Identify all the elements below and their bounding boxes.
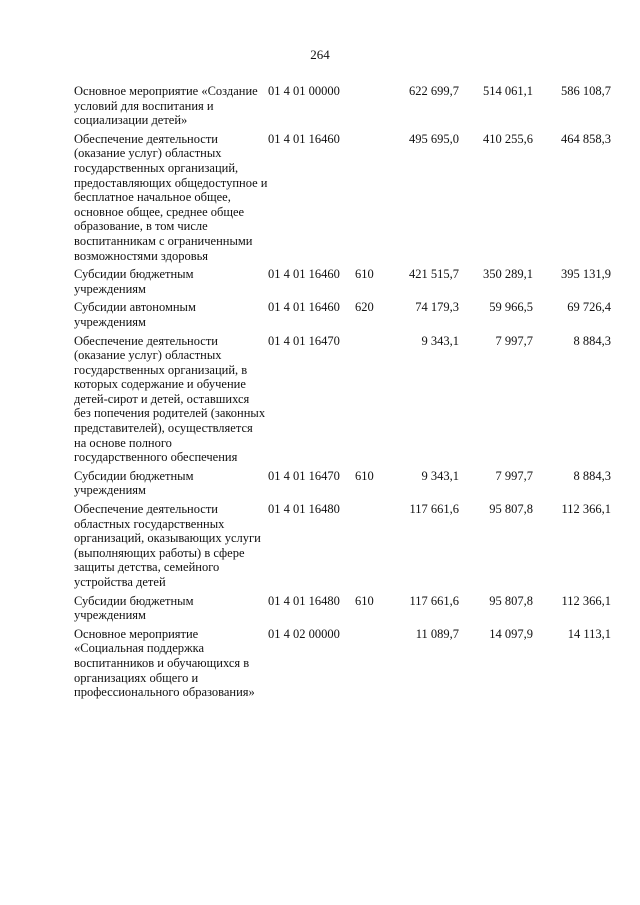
row-amount-1: 117 661,6 xyxy=(409,502,459,517)
row-amount-2: 350 289,1 xyxy=(483,267,533,282)
table-row xyxy=(74,502,611,594)
row-code: 01 4 01 16480 xyxy=(268,593,340,608)
row-name: Основное мероприятие «Создание условий для воспитания и социализации детей» xyxy=(74,84,258,128)
row-name: Основное мероприятие «Социальная поддержка воспитанников и обучающихся в организациях общего и профессионального образования» xyxy=(74,626,255,700)
table-row xyxy=(74,132,611,267)
budget-table-body xyxy=(74,84,611,704)
row-amount-3: 464 858,3 xyxy=(561,131,611,146)
row-amount-3: 69 726,4 xyxy=(567,300,611,315)
row-amount-3: 112 366,1 xyxy=(561,502,611,517)
row-expense-type: 610 xyxy=(355,593,374,608)
row-amount-1: 495 695,0 xyxy=(409,131,459,146)
row-amount-1: 11 089,7 xyxy=(415,626,459,641)
table-row xyxy=(74,267,611,300)
row-amount-2: 514 061,1 xyxy=(483,84,533,98)
row-amount-1: 9 343,1 xyxy=(421,468,459,483)
row-expense-type xyxy=(355,627,383,704)
row-code: 01 4 01 16460 xyxy=(268,300,340,315)
row-expense-type xyxy=(355,334,383,469)
row-expense-type xyxy=(355,132,383,267)
table-row xyxy=(74,469,611,502)
row-amount-3: 112 366,1 xyxy=(561,593,611,608)
row-amount-1: 9 343,1 xyxy=(421,333,459,348)
row-amount-2: 95 807,8 xyxy=(489,593,533,608)
table-row xyxy=(74,334,611,469)
row-name: Субсидии бюджетным учреждениям xyxy=(74,593,194,623)
row-amount-1: 421 515,7 xyxy=(409,267,459,282)
row-amount-2: 59 966,5 xyxy=(489,300,533,315)
budget-table xyxy=(74,84,611,704)
row-amount-2: 410 255,6 xyxy=(483,131,533,146)
row-amount-3: 14 113,1 xyxy=(567,626,611,641)
row-name: Обеспечение деятельности областных государственных организаций, оказывающих услуги (выполняющих работы) в сфере защиты детства, семейного устройства детей xyxy=(74,502,261,589)
row-amount-3: 8 884,3 xyxy=(573,468,611,483)
table-row xyxy=(74,300,611,333)
row-amount-3: 395 131,9 xyxy=(561,267,611,282)
row-code: 01 4 01 16480 xyxy=(268,502,340,517)
row-amount-2: 14 097,9 xyxy=(489,626,533,641)
table-row xyxy=(74,627,611,704)
row-name: Субсидии бюджетным учреждениям xyxy=(74,267,194,296)
row-code: 01 4 01 16460 xyxy=(268,131,340,146)
row-amount-3: 586 108,7 xyxy=(561,84,611,98)
row-name: Субсидии автономным учреждениям xyxy=(74,300,196,329)
row-expense-type: 610 xyxy=(355,468,374,483)
row-amount-2: 95 807,8 xyxy=(489,502,533,517)
row-code: 01 4 01 00000 xyxy=(268,84,340,98)
table-row xyxy=(74,594,611,627)
page-number: 264 xyxy=(310,47,330,62)
row-code: 01 4 01 16470 xyxy=(268,333,340,348)
row-expense-type xyxy=(355,502,383,594)
row-name: Обеспечение деятельности (оказание услуг) областных государственных организаций, предоставляющих общедоступное и бесплатное начальное общее, основное общее, среднее общее образование, в том числе воспитанникам с ограниченными возможностями здоровья xyxy=(74,131,268,263)
row-amount-2: 7 997,7 xyxy=(495,333,533,348)
row-name: Обеспечение деятельности (оказание услуг) областных государственных организаций, в которых содержание и обучение детей-сирот и детей, оставшихся без попечения родителей (законных представителей), осуществляется на основе полного государственного обеспечения xyxy=(74,333,266,465)
row-expense-type: 620 xyxy=(355,300,374,315)
row-code: 01 4 02 00000 xyxy=(268,626,340,641)
row-amount-2: 7 997,7 xyxy=(495,468,533,483)
row-amount-1: 74 179,3 xyxy=(415,300,459,315)
row-name: Субсидии бюджетным учреждениям xyxy=(74,468,194,498)
row-expense-type: 610 xyxy=(355,267,374,282)
row-code: 01 4 01 16470 xyxy=(268,468,340,483)
table-row xyxy=(74,84,611,132)
row-amount-1: 622 699,7 xyxy=(409,84,459,98)
row-code: 01 4 01 16460 xyxy=(268,267,340,282)
row-amount-3: 8 884,3 xyxy=(573,333,611,348)
row-expense-type xyxy=(355,84,383,132)
row-amount-1: 117 661,6 xyxy=(409,593,459,608)
